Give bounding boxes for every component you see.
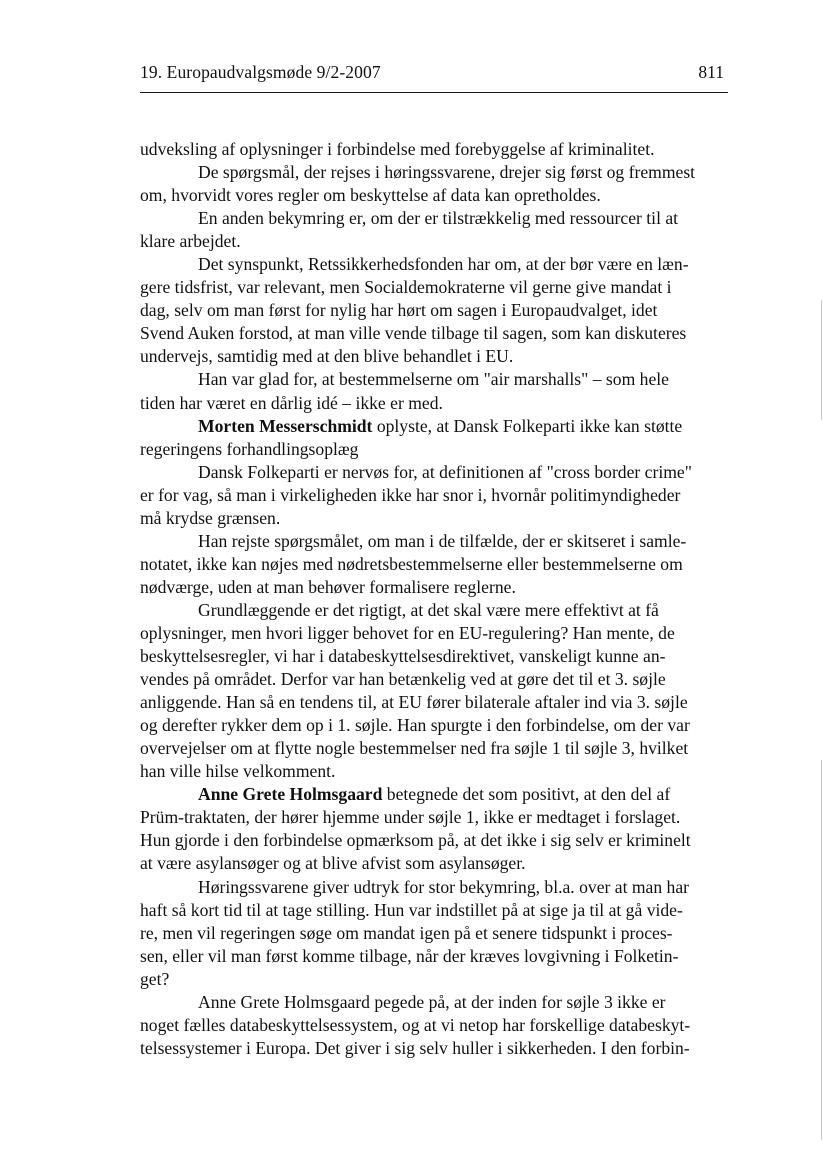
line-text: nødværge, uden at man behøver formalisere reglerne. xyxy=(140,576,516,597)
text-line xyxy=(140,138,730,161)
minutes-body xyxy=(140,138,730,1060)
line-text: Svend Auken forstod, at man ville vende tilbage til sagen, som kan diskuteres xyxy=(140,323,687,344)
line-text: tiden har været en dårlig idé – ikke er med. xyxy=(140,392,443,413)
line-text: Han var glad for, at bestemmelserne om "air marshalls" – som hele xyxy=(198,369,669,390)
text-line xyxy=(140,852,730,875)
meeting-title: 19. Europaudvalgsmøde 9/2-2007 xyxy=(140,62,381,82)
text-line xyxy=(140,415,730,438)
line-text: han ville hilse velkomment. xyxy=(140,761,336,782)
text-line xyxy=(140,345,730,368)
text-line xyxy=(140,438,730,461)
line-text: Det synspunkt, Retssikkerhedsfonden har om, at der bør være en læn- xyxy=(198,254,689,275)
speaker-name: Morten Messerschmidt xyxy=(198,415,373,436)
text-line xyxy=(140,322,730,345)
text-line xyxy=(140,230,730,253)
text-line xyxy=(140,829,730,852)
line-text: oplysninger, men hvori ligger behovet for en EU-regulering? Han mente, de xyxy=(140,622,675,643)
line-text: oplyste, at Dansk Folkeparti ikke kan støtte xyxy=(372,415,683,436)
line-text: betegnede det som positivt, at den del af xyxy=(382,784,671,805)
line-text: beskyttelsesregler, vi har i databeskyttelsesdirektivet, vanskeligt kunne an- xyxy=(140,646,666,667)
scan-artifact xyxy=(821,760,822,1140)
line-text: Han rejste spørgsmålet, om man i de tilfælde, der er skitseret i samle- xyxy=(198,530,687,551)
page-header xyxy=(140,60,728,93)
text-line xyxy=(140,161,730,184)
line-text: dag, selv om man først for nylig har hørt om sagen i Europaudvalget, idet xyxy=(140,300,658,321)
line-text: Prüm-traktaten, der hører hjemme under søjle 1, ikke er medtaget i forslaget. xyxy=(140,807,681,828)
text-line xyxy=(140,276,730,299)
text-line xyxy=(140,737,730,760)
line-text: gere tidsfrist, var relevant, men Socialdemokraterne vil gerne give mandat i xyxy=(140,277,672,298)
line-text: Grundlæggende er det rigtigt, at det skal være mere effektivt at få xyxy=(198,599,659,620)
text-line xyxy=(140,1037,730,1060)
line-text: haft så kort tid til at tage stilling. Hun var indstillet på at sige ja til at gå vide- xyxy=(140,899,683,920)
scan-artifact xyxy=(821,300,822,420)
text-line xyxy=(140,968,730,991)
line-text: Høringssvarene giver udtryk for stor bekymring, bl.a. over at man har xyxy=(198,876,690,897)
text-line xyxy=(140,299,730,322)
line-text: Dansk Folkeparti er nervøs for, at definitionen af "cross border crime" xyxy=(198,461,692,482)
text-line xyxy=(140,553,730,576)
text-line xyxy=(140,899,730,922)
line-text: regeringens forhandlingsoplæg xyxy=(140,438,359,459)
text-line xyxy=(140,691,730,714)
line-text: og derefter rykker dem op i 1. søjle. Han spurgte i den forbindelse, om der var xyxy=(140,715,690,736)
line-text: om, hvorvidt vores regler om beskyttelse af data kan opretholdes. xyxy=(140,185,601,206)
text-line xyxy=(140,368,730,391)
text-line xyxy=(140,668,730,691)
text-line xyxy=(140,714,730,737)
speaker-name: Anne Grete Holmsgaard xyxy=(198,784,383,805)
line-text: Anne Grete Holmsgaard pegede på, at der inden for søjle 3 ikke er xyxy=(198,991,666,1012)
line-text: re, men vil regeringen søge om mandat igen på et senere tidspunkt i proces- xyxy=(140,922,673,943)
text-line xyxy=(140,484,730,507)
line-text: anliggende. Han så en tendens til, at EU fører bilaterale aftaler ind via 3. søjle xyxy=(140,692,688,713)
text-line xyxy=(140,507,730,530)
line-text: get? xyxy=(140,968,170,989)
text-line xyxy=(140,922,730,945)
text-line xyxy=(140,207,730,230)
text-line xyxy=(140,622,730,645)
line-text: noget fælles databeskyttelsessystem, og at vi netop har forskellige databeskyt- xyxy=(140,1014,691,1035)
line-text: sen, eller vil man først komme tilbage, når der kræves lovgivning i Folketin- xyxy=(140,945,679,966)
line-text: undervejs, samtidig med at den blive behandlet i EU. xyxy=(140,346,514,367)
text-line xyxy=(140,876,730,899)
text-line xyxy=(140,945,730,968)
text-line xyxy=(140,783,730,806)
line-text: må krydse grænsen. xyxy=(140,507,281,528)
text-line xyxy=(140,461,730,484)
text-line xyxy=(140,184,730,207)
text-line xyxy=(140,576,730,599)
line-text: Hun gjorde i den forbindelse opmærksom på, at det ikke i sig selv er kriminelt xyxy=(140,830,691,851)
text-line xyxy=(140,599,730,622)
text-line xyxy=(140,645,730,668)
page-number: 811 xyxy=(698,62,724,82)
line-text: notatet, ikke kan nøjes med nødretsbestemmelserne eller bestemmelserne om xyxy=(140,553,683,574)
line-text: er for vag, så man i virkeligheden ikke har snor i, hvornår politimyndigheder xyxy=(140,484,681,505)
line-text: En anden bekymring er, om der er tilstrækkelig med ressourcer til at xyxy=(198,208,679,229)
line-text: udveksling af oplysninger i forbindelse med forebyggelse af kriminalitet. xyxy=(140,139,655,159)
line-text: overvejelser om at flytte nogle bestemmelser ned fra søjle 1 til søjle 3, hvilket xyxy=(140,738,689,759)
line-text: at være asylansøger og at blive afvist som asylansøger. xyxy=(140,853,526,874)
text-line xyxy=(140,530,730,553)
text-line xyxy=(140,253,730,276)
text-line xyxy=(140,806,730,829)
line-text: telsessystemer i Europa. Det giver i sig selv huller i sikkerheden. I den forbin- xyxy=(140,1037,690,1058)
text-line xyxy=(140,991,730,1014)
text-line xyxy=(140,760,730,783)
line-text: klare arbejdet. xyxy=(140,231,241,252)
line-text: vendes på området. Derfor var han betænkelig ved at gøre det til et 3. søjle xyxy=(140,669,666,690)
text-line xyxy=(140,1014,730,1037)
line-text: De spørgsmål, der rejses i høringssvarene, drejer sig først og fremmest xyxy=(198,162,696,183)
text-line xyxy=(140,392,730,415)
